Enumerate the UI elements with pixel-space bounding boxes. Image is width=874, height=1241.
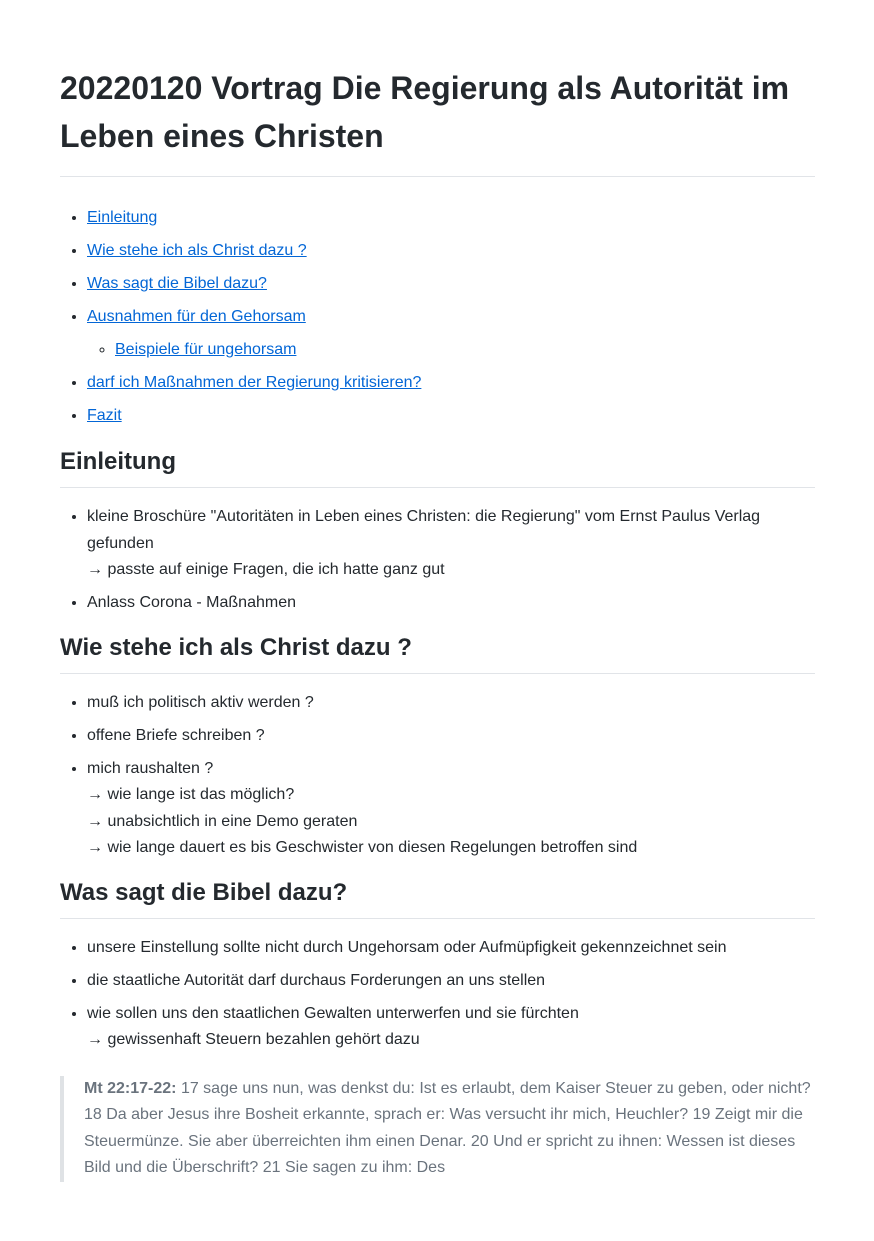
toc-sublist (87, 337, 815, 364)
list-line: → gewissenhaft Steuern bezahlen gehört dazu (87, 1031, 420, 1048)
list-line: → passte auf einige Fragen, die ich hatte ganz gut (87, 561, 445, 578)
list-line: • die staatliche Autorität darf durchaus Forderungen an uns stellen (87, 971, 546, 989)
list-item (87, 935, 815, 962)
quote-text: 17 sage uns nun, was denkst du: Ist es erlaubt, dem Kaiser Steuer zu geben, oder nicht? 18 Da aber Jesus ihre Bosheit erkannte, sprach er: Was versucht ihr mich, Heuchler? 19 Zeigt mir die Steuermünze. Sie aber überreichten ihm einen Denar. 20 Und er spricht zu ihnen: Wessen ist dieses Bild und die Überschrift? 21 Sie sagen zu ihm: Des (84, 1079, 811, 1176)
section-heading-bibel: Was sagt die Bibel dazu? (60, 878, 815, 919)
toc-link-beispiele[interactable]: Beispiele für ungehorsam (115, 340, 297, 358)
list-item (87, 690, 815, 717)
toc-item (87, 238, 815, 265)
list-line: → wie lange dauert es bis Geschwister von diesen Regelungen betroffen sind (87, 839, 638, 856)
list-item (87, 756, 815, 862)
list-item (87, 504, 815, 584)
section-list (60, 504, 815, 617)
list-line: • muß ich politisch aktiv werden ? (87, 693, 314, 711)
list-line: • mich raushalten ? (87, 759, 214, 777)
quote-reference: Mt 22:17-22: (84, 1079, 177, 1097)
toc-item (87, 304, 815, 363)
list-line: • wie sollen uns den staatlichen Gewalten unterwerfen und sie fürchten (87, 1004, 579, 1022)
list-line: • kleine Broschüre "Autoritäten in Leben eines Christen: die Regierung" vom Ernst Paulus Verlag gefunden (87, 508, 761, 552)
bible-quote (60, 1076, 815, 1182)
list-line: → wie lange ist das möglich? (87, 786, 295, 803)
toc-link-christ[interactable]: Wie stehe ich als Christ dazu ? (87, 242, 307, 259)
toc-item (87, 403, 815, 430)
list-item (87, 590, 815, 617)
toc-link-ausnahmen[interactable]: Ausnahmen für den Gehorsam (87, 308, 306, 325)
toc-link-kritik[interactable]: darf ich Maßnahmen der Regierung kritisieren? (87, 373, 422, 391)
list-line: → unabsichtlich in eine Demo geraten (87, 812, 358, 830)
toc-item (87, 271, 815, 298)
list-line: • unsere Einstellung sollte nicht durch Ungehorsam oder Aufmüpfigkeit gekennzeichnet sein (87, 938, 727, 956)
table-of-contents (60, 205, 815, 429)
toc-item (87, 370, 815, 397)
list-line: • offene Briefe schreiben ? (87, 726, 265, 744)
toc-link-bibel[interactable]: Was sagt die Bibel dazu? (87, 275, 267, 292)
toc-item (87, 205, 815, 232)
list-item (87, 723, 815, 750)
list-item (87, 968, 815, 995)
list-item (87, 1001, 815, 1054)
toc-subitem (115, 337, 815, 364)
section-list (60, 690, 815, 862)
section-heading-christ: Wie stehe ich als Christ dazu ? (60, 633, 815, 674)
section-list (60, 935, 815, 1054)
section-heading-einleitung: Einleitung (60, 447, 815, 488)
toc-link-fazit[interactable]: Fazit (87, 406, 122, 424)
list-line: • Anlass Corona - Maßnahmen (87, 594, 296, 611)
toc-link-einleitung[interactable]: Einleitung (87, 209, 158, 226)
page-title: 20220120 Vortrag Die Regierung als Autorität im Leben eines Christen (60, 64, 815, 177)
